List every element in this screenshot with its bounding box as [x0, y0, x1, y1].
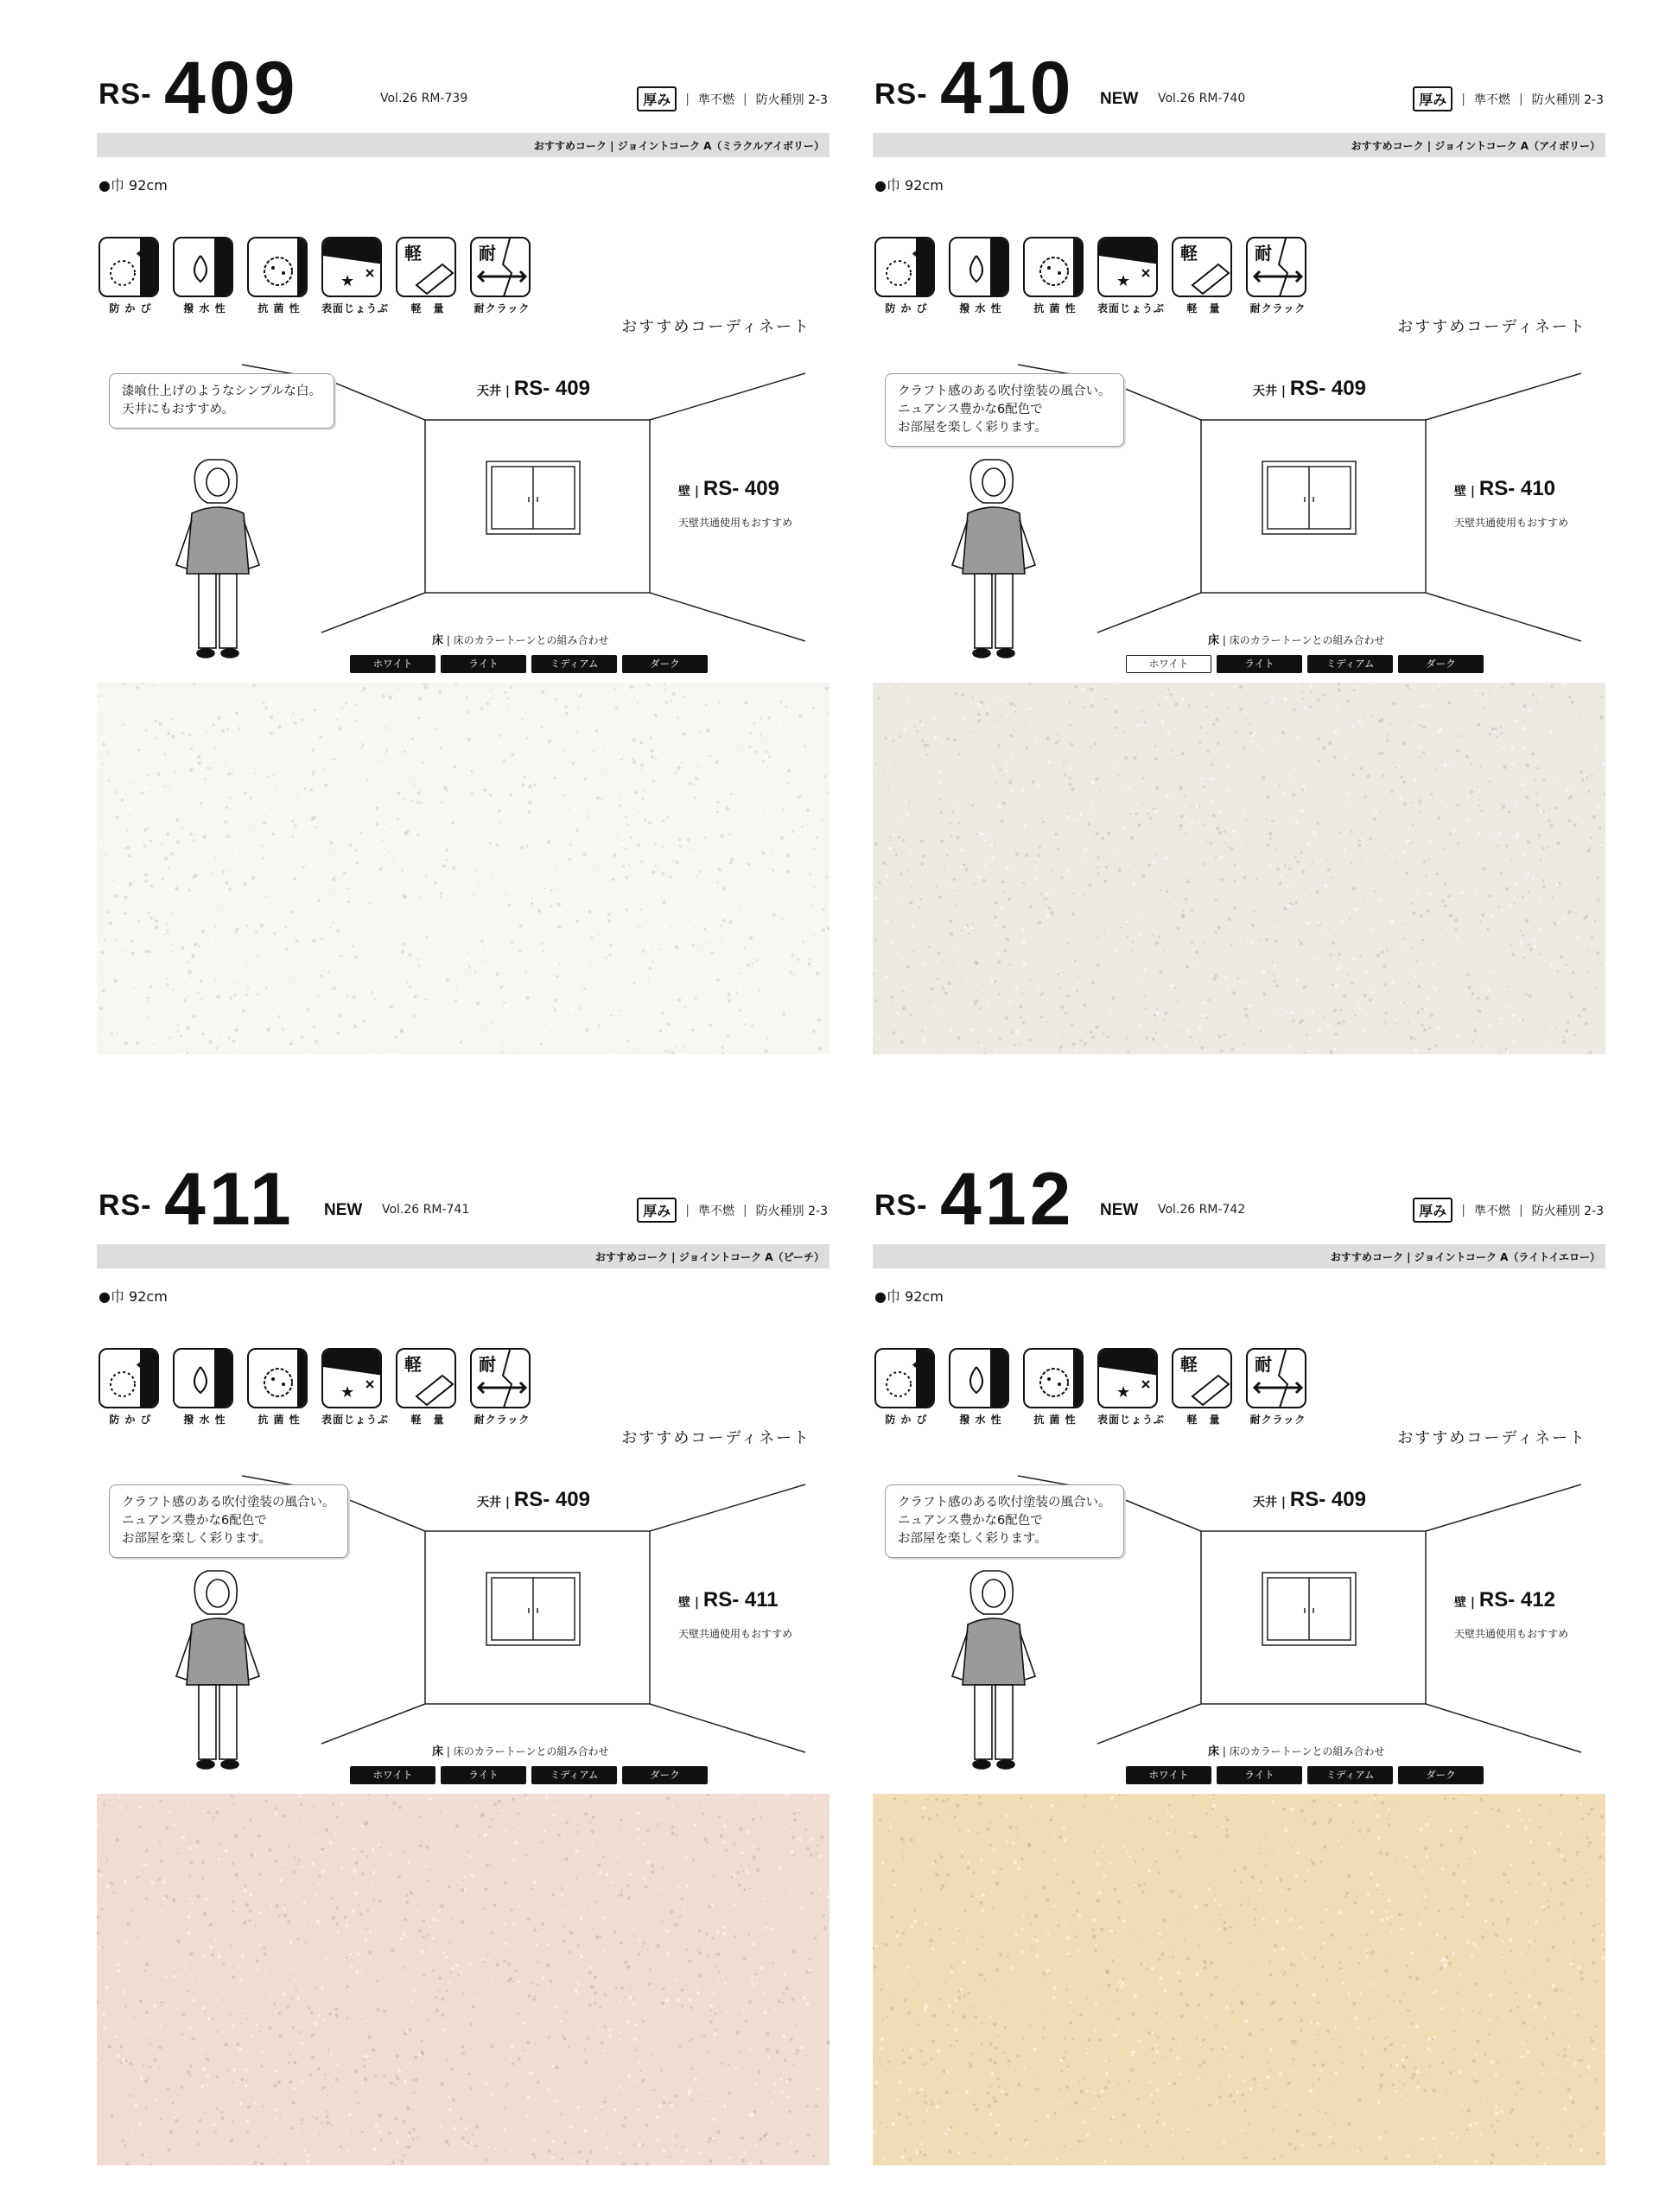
svg-text:✦: ✦: [135, 1359, 144, 1371]
room-illustration: [873, 1467, 1607, 1813]
speech-bubble: [885, 1484, 1124, 1558]
feature-label: 防 か び: [885, 1414, 928, 1426]
product-number: 411: [164, 1158, 295, 1241]
back-wall: [1201, 1531, 1426, 1704]
coordinate-title: おすすめコーディネート: [1397, 1429, 1586, 1447]
feature-icon-item: [99, 237, 162, 315]
svg-text:✦: ✦: [135, 248, 144, 260]
feature-icon-item: [99, 1348, 162, 1427]
wall-code: RS- 411: [702, 1588, 779, 1611]
room-illustration: [97, 356, 831, 702]
product-card-410: [873, 45, 1607, 1039]
volume-code: Vol.26 RM-741: [382, 1203, 470, 1217]
wallpaper-texture-sample: [873, 683, 1605, 1054]
feature-icon-item: [1172, 1348, 1236, 1427]
roll-width: ●巾 92cm: [99, 1288, 168, 1305]
floor-tone-swatches: [1126, 1766, 1484, 1784]
feature-label: 表面じょうぶ: [1097, 302, 1166, 315]
left-leg: [975, 1685, 992, 1759]
feature-icon-item: [1246, 1348, 1310, 1427]
bubble-line: クラフト感のある吹付塗装の風合い。: [122, 1496, 335, 1510]
feature-icon-item: [1172, 237, 1236, 315]
svg-text:軽: 軽: [404, 243, 422, 264]
floor-swatch: ホワイト: [350, 1766, 435, 1784]
feature-label: 防 か び: [885, 302, 928, 315]
feature-label: 撥 水 性: [183, 302, 226, 315]
wall-label: 壁 | RS- 410: [1454, 477, 1555, 500]
coordinate-title: おすすめコーディネート: [1397, 318, 1586, 336]
person-figure: [176, 1571, 259, 1769]
floor-edge: [1426, 593, 1581, 641]
recommend-bar: [97, 133, 830, 157]
feature-icon-item: [874, 1348, 938, 1427]
surface-durable-icon: [321, 1348, 382, 1408]
right-leg: [995, 574, 1013, 648]
crack-resistant-icon: [470, 237, 531, 297]
feature-icon-item: [1023, 1348, 1087, 1427]
thickness-badge: 厚み: [1413, 1198, 1452, 1223]
ceiling-edge: [1426, 1484, 1581, 1531]
ceiling-code: RS- 409: [513, 1488, 590, 1511]
right-shoe: [221, 649, 238, 658]
ceiling-label: 天井 | RS- 409: [477, 377, 590, 400]
left-shoe: [197, 649, 214, 658]
svg-text:耐: 耐: [479, 1354, 496, 1375]
thickness-badge: 厚み: [637, 86, 677, 111]
lightweight-icon: [1172, 1348, 1232, 1408]
feature-label: 耐クラック: [474, 1414, 531, 1426]
feature-label: 防 か び: [109, 302, 152, 315]
feature-icon-item: [173, 237, 237, 315]
antibacterial-icon: [247, 237, 308, 297]
ceiling-edge: [1426, 373, 1581, 420]
floor-edge: [321, 1704, 425, 1744]
person-figure: [952, 1571, 1035, 1769]
feature-label: 耐クラック: [474, 302, 531, 315]
fire-class: 防火種別 2-3: [1531, 92, 1604, 107]
person-figure: [176, 460, 259, 658]
bubble-line: 天井にもおすすめ。: [122, 403, 235, 416]
spec-divider: |: [685, 1203, 690, 1217]
roll-width: ●巾 92cm: [874, 1288, 944, 1305]
ceiling-label: 天井 | RS- 409: [1253, 1488, 1366, 1511]
mold-resistant-icon: [874, 1348, 935, 1408]
mold-resistant-icon: [99, 1348, 159, 1408]
svg-text:★: ★: [1116, 1383, 1131, 1402]
svg-text:耐: 耐: [1255, 243, 1272, 264]
feature-icon-item: [247, 1348, 311, 1427]
wallpaper-texture-sample: [97, 683, 830, 1054]
floor-edge: [1426, 1704, 1581, 1752]
feature-label: 耐クラック: [1249, 1414, 1306, 1426]
bubble-line: お部屋を楽しく彩ります。: [898, 1532, 1047, 1546]
ceiling-code: RS- 409: [1289, 1488, 1366, 1511]
bubble-line: ニュアンス豊かな6配色で: [898, 403, 1043, 416]
left-leg: [199, 1685, 216, 1759]
feature-icon-item: [1097, 237, 1166, 315]
product-card-412: [873, 1156, 1607, 2150]
lightweight-icon: [396, 237, 456, 297]
water-repellent-icon: [173, 1348, 233, 1408]
feature-icon-item: [470, 237, 534, 315]
floor-swatch: ミディアム: [531, 655, 617, 673]
feature-icon-item: [396, 1348, 460, 1427]
thickness-badge: 厚み: [1413, 86, 1452, 111]
wall-note: 天壁共通使用もおすすめ: [678, 517, 793, 529]
feature-label: 撥 水 性: [183, 1414, 226, 1426]
recommend-caulk: おすすめコーク | ジョイントコーク A（アイボリー）: [1351, 140, 1600, 152]
feature-icon-item: [173, 1348, 237, 1427]
floor-swatch: ミディアム: [531, 1766, 617, 1784]
feature-label: 撥 水 性: [959, 302, 1002, 315]
spec-row: [637, 86, 828, 111]
feature-icon-item: [874, 237, 938, 315]
fire-class: 防火種別 2-3: [1531, 1204, 1604, 1218]
spec-divider: |: [742, 92, 747, 106]
svg-text:軽: 軽: [404, 1354, 422, 1375]
left-shoe: [973, 649, 990, 658]
spec-row: [637, 1198, 828, 1223]
floor-swatch: ダーク: [1398, 1766, 1484, 1784]
product-number: 412: [940, 1158, 1075, 1241]
fire-class: 防火種別 2-3: [755, 92, 828, 107]
new-badge: NEW: [1100, 1201, 1139, 1219]
blouse: [187, 1618, 249, 1685]
right-leg: [995, 1685, 1013, 1759]
product-prefix: RS-: [99, 78, 152, 111]
svg-text:★: ★: [340, 272, 355, 290]
left-shoe: [973, 1760, 990, 1769]
wall-note: 天壁共通使用もおすすめ: [678, 1628, 793, 1640]
floor-swatch: ダーク: [622, 1766, 708, 1784]
feature-label: 抗 菌 性: [1033, 1414, 1077, 1426]
wallpaper-texture-sample: [873, 1794, 1605, 2165]
feature-icon-item: [949, 237, 1013, 315]
bubble-line: クラフト感のある吹付塗装の風合い。: [898, 385, 1111, 398]
coordinate-title: おすすめコーディネート: [621, 318, 810, 336]
bubble-line: 漆喰仕上げのようなシンプルな白。: [122, 385, 322, 398]
ceiling-edge: [650, 373, 805, 420]
feature-icon-item: [470, 1348, 534, 1427]
antibacterial-icon: [1023, 237, 1084, 297]
wall-code: RS- 410: [1478, 477, 1555, 500]
ceiling-edge: [328, 380, 425, 420]
floor-swatch: ホワイト: [1126, 1766, 1211, 1784]
feature-label: 防 か び: [109, 1414, 152, 1426]
fire-rating: 準不燃: [697, 1204, 734, 1218]
feature-label: 軽 量: [1186, 302, 1221, 315]
recommend-caulk: おすすめコーク | ジョイントコーク A（ピーチ）: [594, 1251, 824, 1263]
roll-width: ●巾 92cm: [874, 177, 944, 194]
lightweight-icon: [396, 1348, 456, 1408]
water-repellent-icon: [173, 237, 233, 297]
speech-bubble: [885, 373, 1124, 447]
feature-label: 撥 水 性: [959, 1414, 1002, 1426]
blouse: [187, 507, 249, 574]
floor-edge: [1097, 1704, 1201, 1744]
wall-label: 壁 | RS- 412: [1454, 1588, 1555, 1611]
spec-row: [1413, 86, 1604, 111]
spec-divider: |: [742, 1203, 747, 1217]
floor-swatch: ライト: [441, 1766, 526, 1784]
recommend-caulk: おすすめコーク | ジョイントコーク A（ライトイエロー）: [1330, 1251, 1600, 1263]
surface-durable-icon: [1097, 1348, 1158, 1408]
svg-text:★: ★: [340, 1383, 355, 1402]
spec-divider: |: [1518, 92, 1523, 106]
floor-edge: [1097, 593, 1201, 632]
speech-bubble: [109, 373, 334, 429]
floor-swatch: ライト: [441, 655, 526, 673]
crack-resistant-icon: [1246, 237, 1306, 297]
svg-text:✦: ✦: [911, 1359, 920, 1371]
product-number: 410: [940, 47, 1075, 130]
new-badge: NEW: [1100, 90, 1139, 108]
back-wall: [1201, 420, 1426, 593]
room-illustration: [873, 356, 1607, 702]
feature-icons: [99, 237, 534, 315]
feature-label: 軽 量: [1186, 1414, 1221, 1426]
feature-label: 耐クラック: [1249, 302, 1306, 315]
crack-resistant-icon: [470, 1348, 531, 1408]
face: [207, 468, 229, 496]
feature-label: 表面じょうぶ: [321, 302, 390, 315]
feature-label: 表面じょうぶ: [321, 1414, 390, 1426]
volume-code: Vol.26 RM-740: [1158, 92, 1246, 105]
wall-code: RS- 412: [1478, 1588, 1555, 1611]
svg-text:✦: ✦: [911, 248, 920, 260]
face: [982, 1580, 1005, 1607]
spec-divider: |: [1461, 1203, 1465, 1217]
fire-rating: 準不燃: [1473, 92, 1510, 107]
bubble-line: クラフト感のある吹付塗装の風合い。: [898, 1496, 1111, 1510]
face: [207, 1580, 229, 1607]
floor-label: 床 | 床のカラートーンとの組み合わせ: [432, 1745, 609, 1758]
right-shoe: [997, 1760, 1014, 1769]
floor-edge: [650, 593, 805, 641]
feature-label: 抗 菌 性: [257, 1414, 301, 1426]
floor-swatch: ホワイト: [1126, 655, 1211, 673]
fire-rating: 準不燃: [1473, 1204, 1510, 1218]
svg-text:耐: 耐: [1255, 1354, 1272, 1375]
feature-label: 表面じょうぶ: [1097, 1414, 1166, 1426]
blouse: [963, 1618, 1025, 1685]
mold-resistant-icon: [99, 237, 159, 297]
water-repellent-icon: [949, 1348, 1009, 1408]
ceiling-label: 天井 | RS- 409: [477, 1488, 590, 1511]
antibacterial-icon: [247, 1348, 308, 1408]
floor-tone-swatches: [350, 1766, 708, 1784]
floor-swatch: ダーク: [1398, 655, 1484, 673]
crack-resistant-icon: [1246, 1348, 1306, 1408]
feature-icon-item: [321, 1348, 390, 1427]
spec-divider: |: [1461, 92, 1465, 106]
spec-divider: |: [685, 92, 690, 106]
feature-icon-item: [949, 1348, 1013, 1427]
product-prefix: RS-: [99, 1189, 152, 1222]
room-illustration: [97, 1467, 831, 1813]
bubble-line: お部屋を楽しく彩ります。: [898, 421, 1047, 435]
spec-row: [1413, 1198, 1604, 1223]
bubble-line: ニュアンス豊かな6配色で: [898, 1514, 1043, 1528]
right-shoe: [221, 1760, 238, 1769]
floor-swatch: ミディアム: [1307, 1766, 1393, 1784]
wall-code: RS- 409: [702, 477, 779, 500]
recommend-bar: [97, 1244, 830, 1268]
recommend-bar: [873, 1244, 1605, 1268]
feature-label: 抗 菌 性: [1033, 302, 1077, 315]
product-prefix: RS-: [874, 78, 928, 111]
left-leg: [975, 574, 992, 648]
svg-text:軽: 軽: [1180, 243, 1198, 264]
svg-text:★: ★: [1116, 272, 1131, 290]
floor-edge: [650, 1704, 805, 1752]
left-leg: [199, 574, 216, 648]
coordinate-title: おすすめコーディネート: [621, 1429, 810, 1447]
feature-label: 軽 量: [410, 1414, 445, 1426]
wall-label: 壁 | RS- 409: [678, 477, 779, 500]
feature-icon-item: [321, 237, 390, 315]
roll-width: ●巾 92cm: [99, 177, 168, 194]
bubble-line: ニュアンス豊かな6配色で: [122, 1514, 267, 1528]
new-badge: NEW: [324, 1201, 363, 1219]
spec-divider: |: [1518, 1203, 1523, 1217]
blouse: [963, 507, 1025, 574]
fire-class: 防火種別 2-3: [755, 1204, 828, 1218]
feature-icon-item: [396, 237, 460, 315]
wall-note: 天壁共通使用もおすすめ: [1454, 1628, 1569, 1640]
volume-code: Vol.26 RM-739: [380, 92, 468, 105]
feature-icon-item: [247, 237, 311, 315]
bubble-line: お部屋を楽しく彩ります。: [122, 1532, 271, 1546]
floor-tone-swatches: [1126, 655, 1484, 673]
floor-label: 床 | 床のカラートーンとの組み合わせ: [1208, 634, 1385, 647]
feature-label: 抗 菌 性: [257, 302, 301, 315]
svg-text:軽: 軽: [1180, 1354, 1198, 1375]
floor-label: 床 | 床のカラートーンとの組み合わせ: [1208, 1745, 1385, 1758]
floor-swatch: ホワイト: [350, 655, 435, 673]
feature-icons: [874, 1348, 1310, 1427]
floor-swatch: ミディアム: [1307, 655, 1393, 673]
recommend-bar: [873, 133, 1605, 157]
floor-tone-swatches: [350, 655, 708, 673]
thickness-badge: 厚み: [637, 1198, 677, 1223]
water-repellent-icon: [949, 237, 1009, 297]
wall-note: 天壁共通使用もおすすめ: [1454, 517, 1569, 529]
surface-durable-icon: [321, 237, 382, 297]
wallpaper-texture-sample: [97, 1794, 830, 2165]
speech-bubble: [109, 1484, 348, 1558]
floor-swatch: ダーク: [622, 655, 708, 673]
floor-swatch: ライト: [1217, 1766, 1302, 1784]
product-number: 409: [164, 47, 299, 130]
product-card-411: [97, 1156, 831, 2150]
lightweight-icon: [1172, 237, 1232, 297]
back-wall: [425, 1531, 650, 1704]
product-prefix: RS-: [874, 1189, 928, 1222]
feature-icon-item: [1246, 237, 1310, 315]
back-wall: [425, 420, 650, 593]
right-shoe: [997, 649, 1014, 658]
ceiling-edge: [650, 1484, 805, 1531]
surface-durable-icon: [1097, 237, 1158, 297]
ceiling-code: RS- 409: [1289, 377, 1366, 400]
svg-text:耐: 耐: [479, 243, 496, 264]
ceiling-code: RS- 409: [513, 377, 590, 400]
person-figure: [952, 460, 1035, 658]
antibacterial-icon: [1023, 1348, 1084, 1408]
recommend-caulk: おすすめコーク | ジョイントコーク A（ミラクルアイボリー）: [533, 140, 824, 152]
feature-icon-item: [1023, 237, 1087, 315]
feature-icons: [99, 1348, 534, 1427]
feature-label: 軽 量: [410, 302, 445, 315]
mold-resistant-icon: [874, 237, 935, 297]
floor-swatch: ライト: [1217, 655, 1302, 673]
fire-rating: 準不燃: [697, 92, 734, 107]
face: [982, 468, 1005, 496]
volume-code: Vol.26 RM-742: [1158, 1203, 1246, 1217]
right-leg: [219, 1685, 237, 1759]
feature-icons: [874, 237, 1310, 315]
product-card-409: [97, 45, 831, 1039]
ceiling-label: 天井 | RS- 409: [1253, 377, 1366, 400]
wall-label: 壁 | RS- 411: [678, 1588, 779, 1611]
right-leg: [219, 574, 237, 648]
left-shoe: [197, 1760, 214, 1769]
floor-label: 床 | 床のカラートーンとの組み合わせ: [432, 634, 609, 647]
floor-edge: [321, 593, 425, 632]
feature-icon-item: [1097, 1348, 1166, 1427]
